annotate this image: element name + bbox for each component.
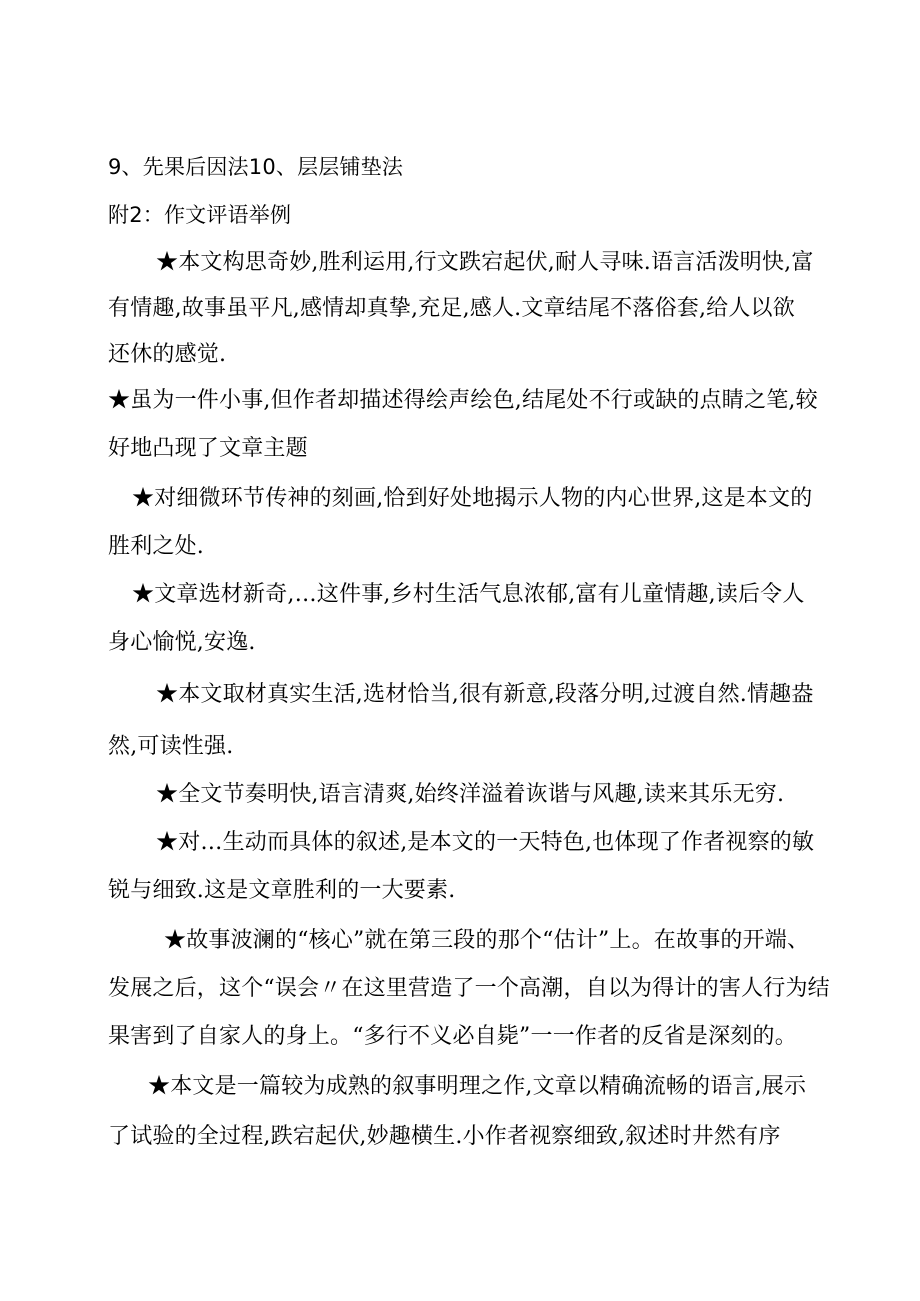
methods-line: 9、先果后因法10、层层铺垫法	[108, 155, 404, 179]
comment-line: 胜利之处.	[108, 534, 204, 559]
comment-line: ★对细微环节传神的刻画,恰到好处地揭示人物的内心世界,这是本文的	[132, 486, 813, 511]
comment-line: ★文章选材新奇,…这件事,乡村生活气息浓郁,富有儿童情趣,读后令人	[132, 582, 805, 607]
comment-line: 发展之后，这个“误会〃在这里营造了一个高潮，自以为得计的害人行为结	[108, 976, 830, 1001]
appendix-title: 附2：作文评语举例	[108, 203, 292, 227]
comment-line: 了试验的全过程,跌宕起伏,妙趣横生.小作者视察细致,叙述时井然有序	[108, 1124, 781, 1149]
comment-line: 锐与细致.这是文章胜利的一大要素.	[108, 878, 456, 903]
comment-line: 然,可读性强.	[108, 734, 234, 759]
comment-line: 还休的感觉.	[108, 342, 227, 367]
comment-line: 有情趣,故事虽平凡,感情却真挚,充足,感人.文章结尾不落俗套,给人以欲	[108, 296, 795, 321]
comment-line: ★本文构思奇妙,胜利运用,行文跌宕起伏,耐人寻味.语言活泼明快,富	[156, 250, 814, 275]
comment-line: ★对…生动而具体的叙述,是本文的一天特色,也体现了作者视察的敏	[156, 830, 815, 855]
comment-line: 好地凸现了文章主题	[108, 436, 308, 461]
comment-line: 身心愉悦,安逸.	[108, 630, 256, 655]
comment-line: ★虽为一件小事,但作者却描述得绘声绘色,结尾处不行或缺的点睛之笔,较	[108, 388, 818, 413]
comment-line: ★故事波澜的“核心”就在第三段的那个“估计”上。在故事的开端、	[164, 928, 810, 953]
comment-line: ★本文取材真实生活,选材恰当,很有新意,段落分明,过渡自然.情趣盎	[156, 682, 814, 707]
comment-line: ★本文是一篇较为成熟的叙事明理之作,文章以精确流畅的语言,展示	[148, 1074, 807, 1099]
comment-line: ★全文节奏明快,语言清爽,始终洋溢着诙谐与风趣,读来其乐无穷.	[156, 782, 785, 807]
comment-line: 果害到了自家人的身上。“多行不义必自毙”一一作者的反省是深刻的。	[108, 1024, 797, 1049]
